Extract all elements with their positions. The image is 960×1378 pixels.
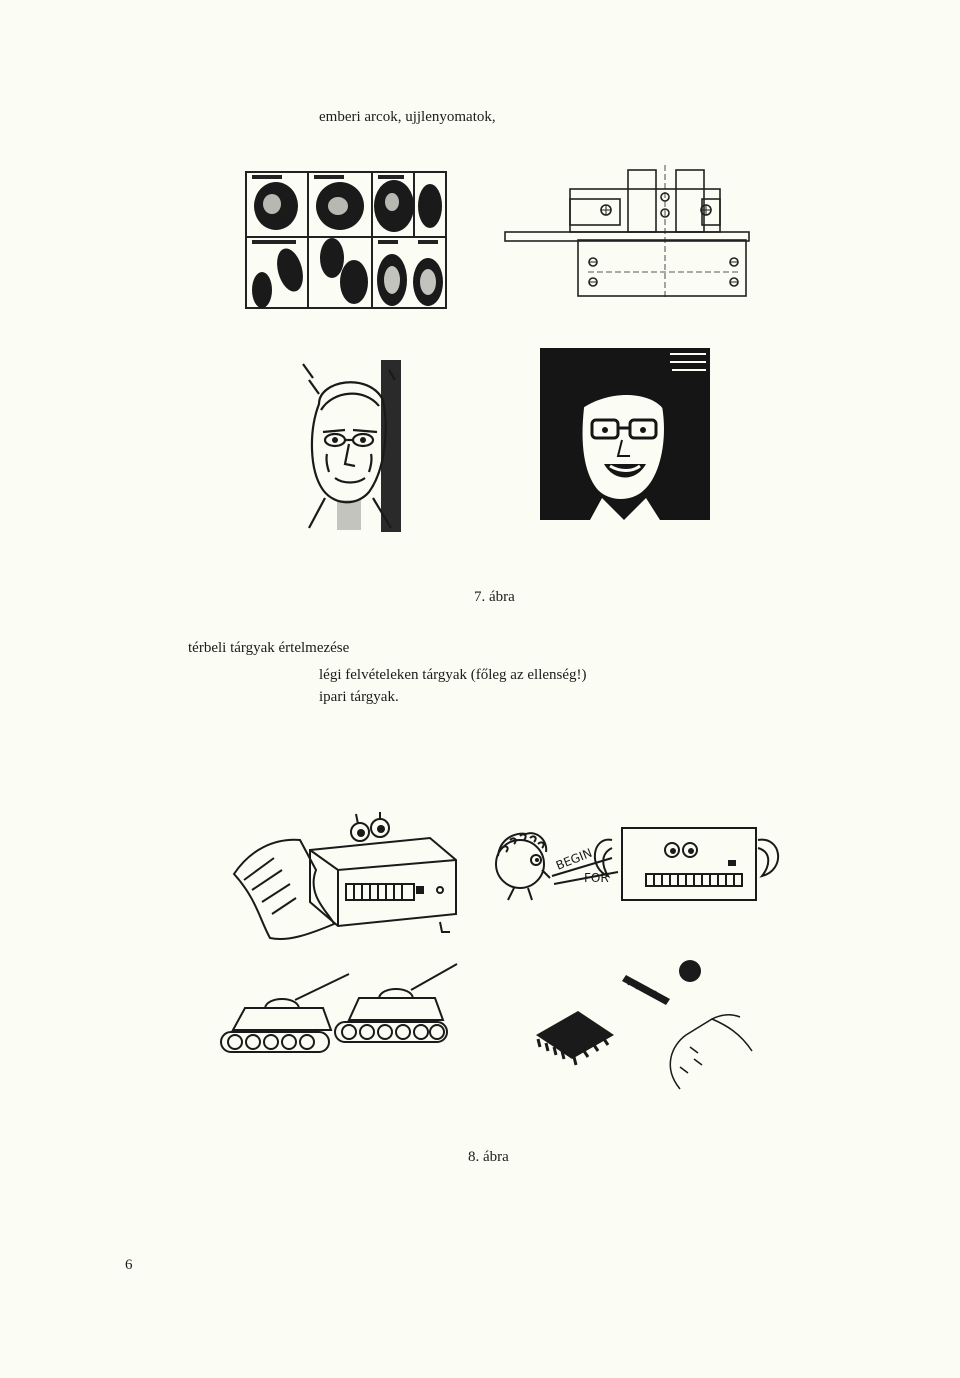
section-heading: térbeli tárgyak értelmezése	[188, 640, 350, 656]
cartoon-speaking-to-computer	[492, 818, 786, 908]
cartoon-computer-reading-paper	[230, 810, 470, 945]
figure7-heading: emberi arcok, ujjlenyomatok,	[319, 109, 496, 125]
fingerprint-card-image	[242, 162, 450, 312]
figure7-label: 7. ábra	[474, 589, 515, 605]
cartoon-tanks	[215, 960, 460, 1060]
for-word: FOR	[584, 871, 609, 885]
list-item-aerial-objects: légi felvételeken tárgyak (főleg az ellenség!)	[319, 667, 587, 683]
figure8-label: 8. ábra	[468, 1149, 509, 1165]
edge-detected-face-image	[299, 360, 401, 532]
technical-drawing-image	[500, 165, 756, 300]
cartoon-industrial-parts	[530, 955, 780, 1095]
photo-face-image	[540, 348, 710, 520]
page-number: 6	[125, 1257, 133, 1273]
list-item-industrial-objects: ipari tárgyak.	[319, 689, 399, 705]
begin-word: BEGIN	[553, 845, 595, 873]
